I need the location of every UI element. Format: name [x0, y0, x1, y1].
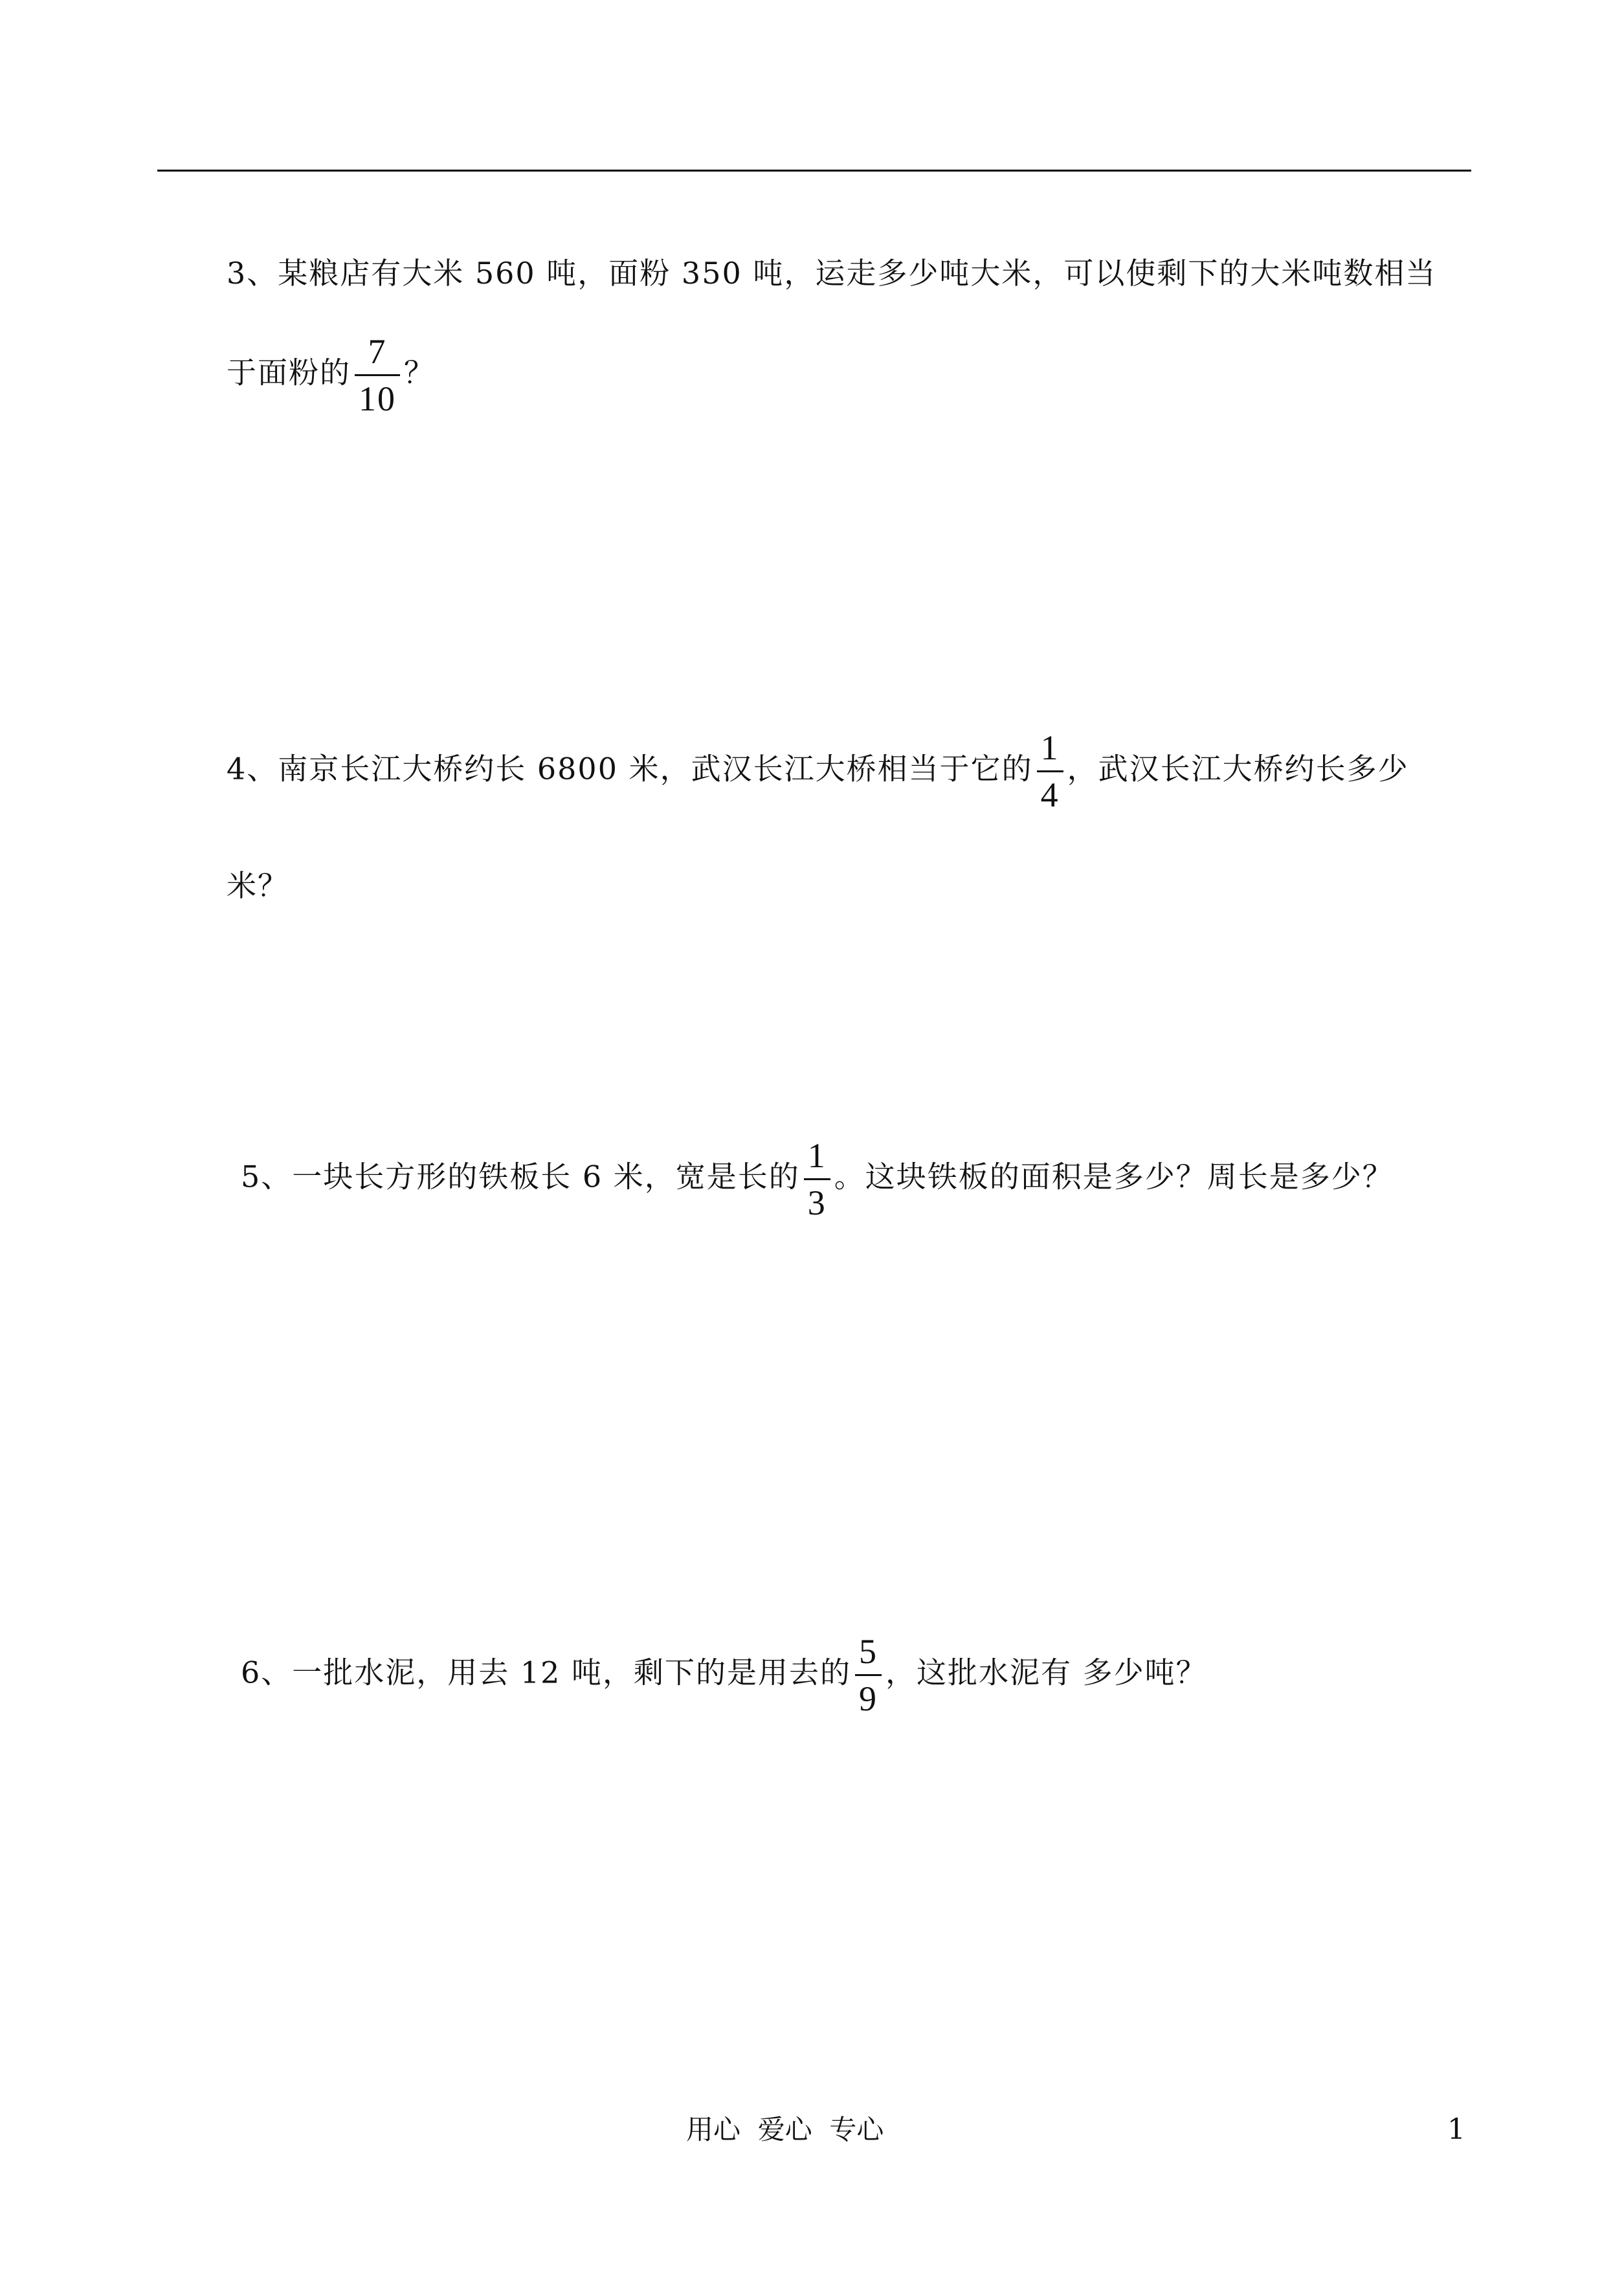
- question-5-text-after-fraction: 。这块铁板的面积是多少？周长是多少？: [834, 1159, 1394, 1194]
- question-6-text-after-fraction: ，这批水泥有 多少吨？: [885, 1655, 1207, 1690]
- question-6-line-1: [241, 1629, 1207, 1721]
- page-number: 1: [1447, 2113, 1465, 2146]
- footer-motto: 用心 爱心 专心: [686, 2114, 884, 2145]
- fraction-numerator: 7: [368, 332, 387, 371]
- question-4-text-before-fraction: 4、南京长江大桥约长 6800 米，武汉长江大桥相当于它的: [227, 751, 1033, 787]
- fraction-numerator: 1: [1040, 728, 1060, 767]
- header-rule: [157, 170, 1471, 172]
- question-5-text-before-fraction: 5、一块长方形的铁板长 6 米，宽是长的: [241, 1159, 800, 1194]
- question-3-line-1: [227, 254, 1436, 293]
- question-3-line-2: [227, 329, 435, 421]
- question-5-line-1: [241, 1133, 1394, 1225]
- question-4-text-line-2: 米？: [227, 868, 289, 903]
- question-4-line-2: [227, 866, 289, 905]
- fraction-1-4: [1037, 725, 1063, 818]
- fraction-denominator: 9: [859, 1679, 878, 1718]
- question-3-text-after-fraction: ？: [404, 355, 435, 390]
- fraction-5-9: [855, 1629, 882, 1721]
- fraction-7-10: [355, 329, 400, 421]
- question-3-text: 3、某粮店有大米 560 吨，面粉 350 吨，运走多少吨大米，可以使剩下的大米吨数相当: [227, 256, 1437, 291]
- fraction-denominator: 4: [1040, 776, 1060, 814]
- fraction-denominator: 10: [359, 379, 396, 418]
- question-3-text-before-fraction: 于面粉的: [227, 355, 351, 390]
- fraction-denominator: 3: [807, 1183, 827, 1222]
- question-6-text-before-fraction: 6、一批水泥，用去 12 吨，剩下的是用去的: [241, 1655, 852, 1690]
- question-4-line-1: [227, 725, 1409, 818]
- fraction-numerator: 5: [859, 1632, 878, 1671]
- question-4-text-after-fraction: ，武汉长江大桥约长多少: [1067, 751, 1409, 787]
- fraction-numerator: 1: [807, 1136, 827, 1175]
- fraction-1-3: [804, 1133, 830, 1225]
